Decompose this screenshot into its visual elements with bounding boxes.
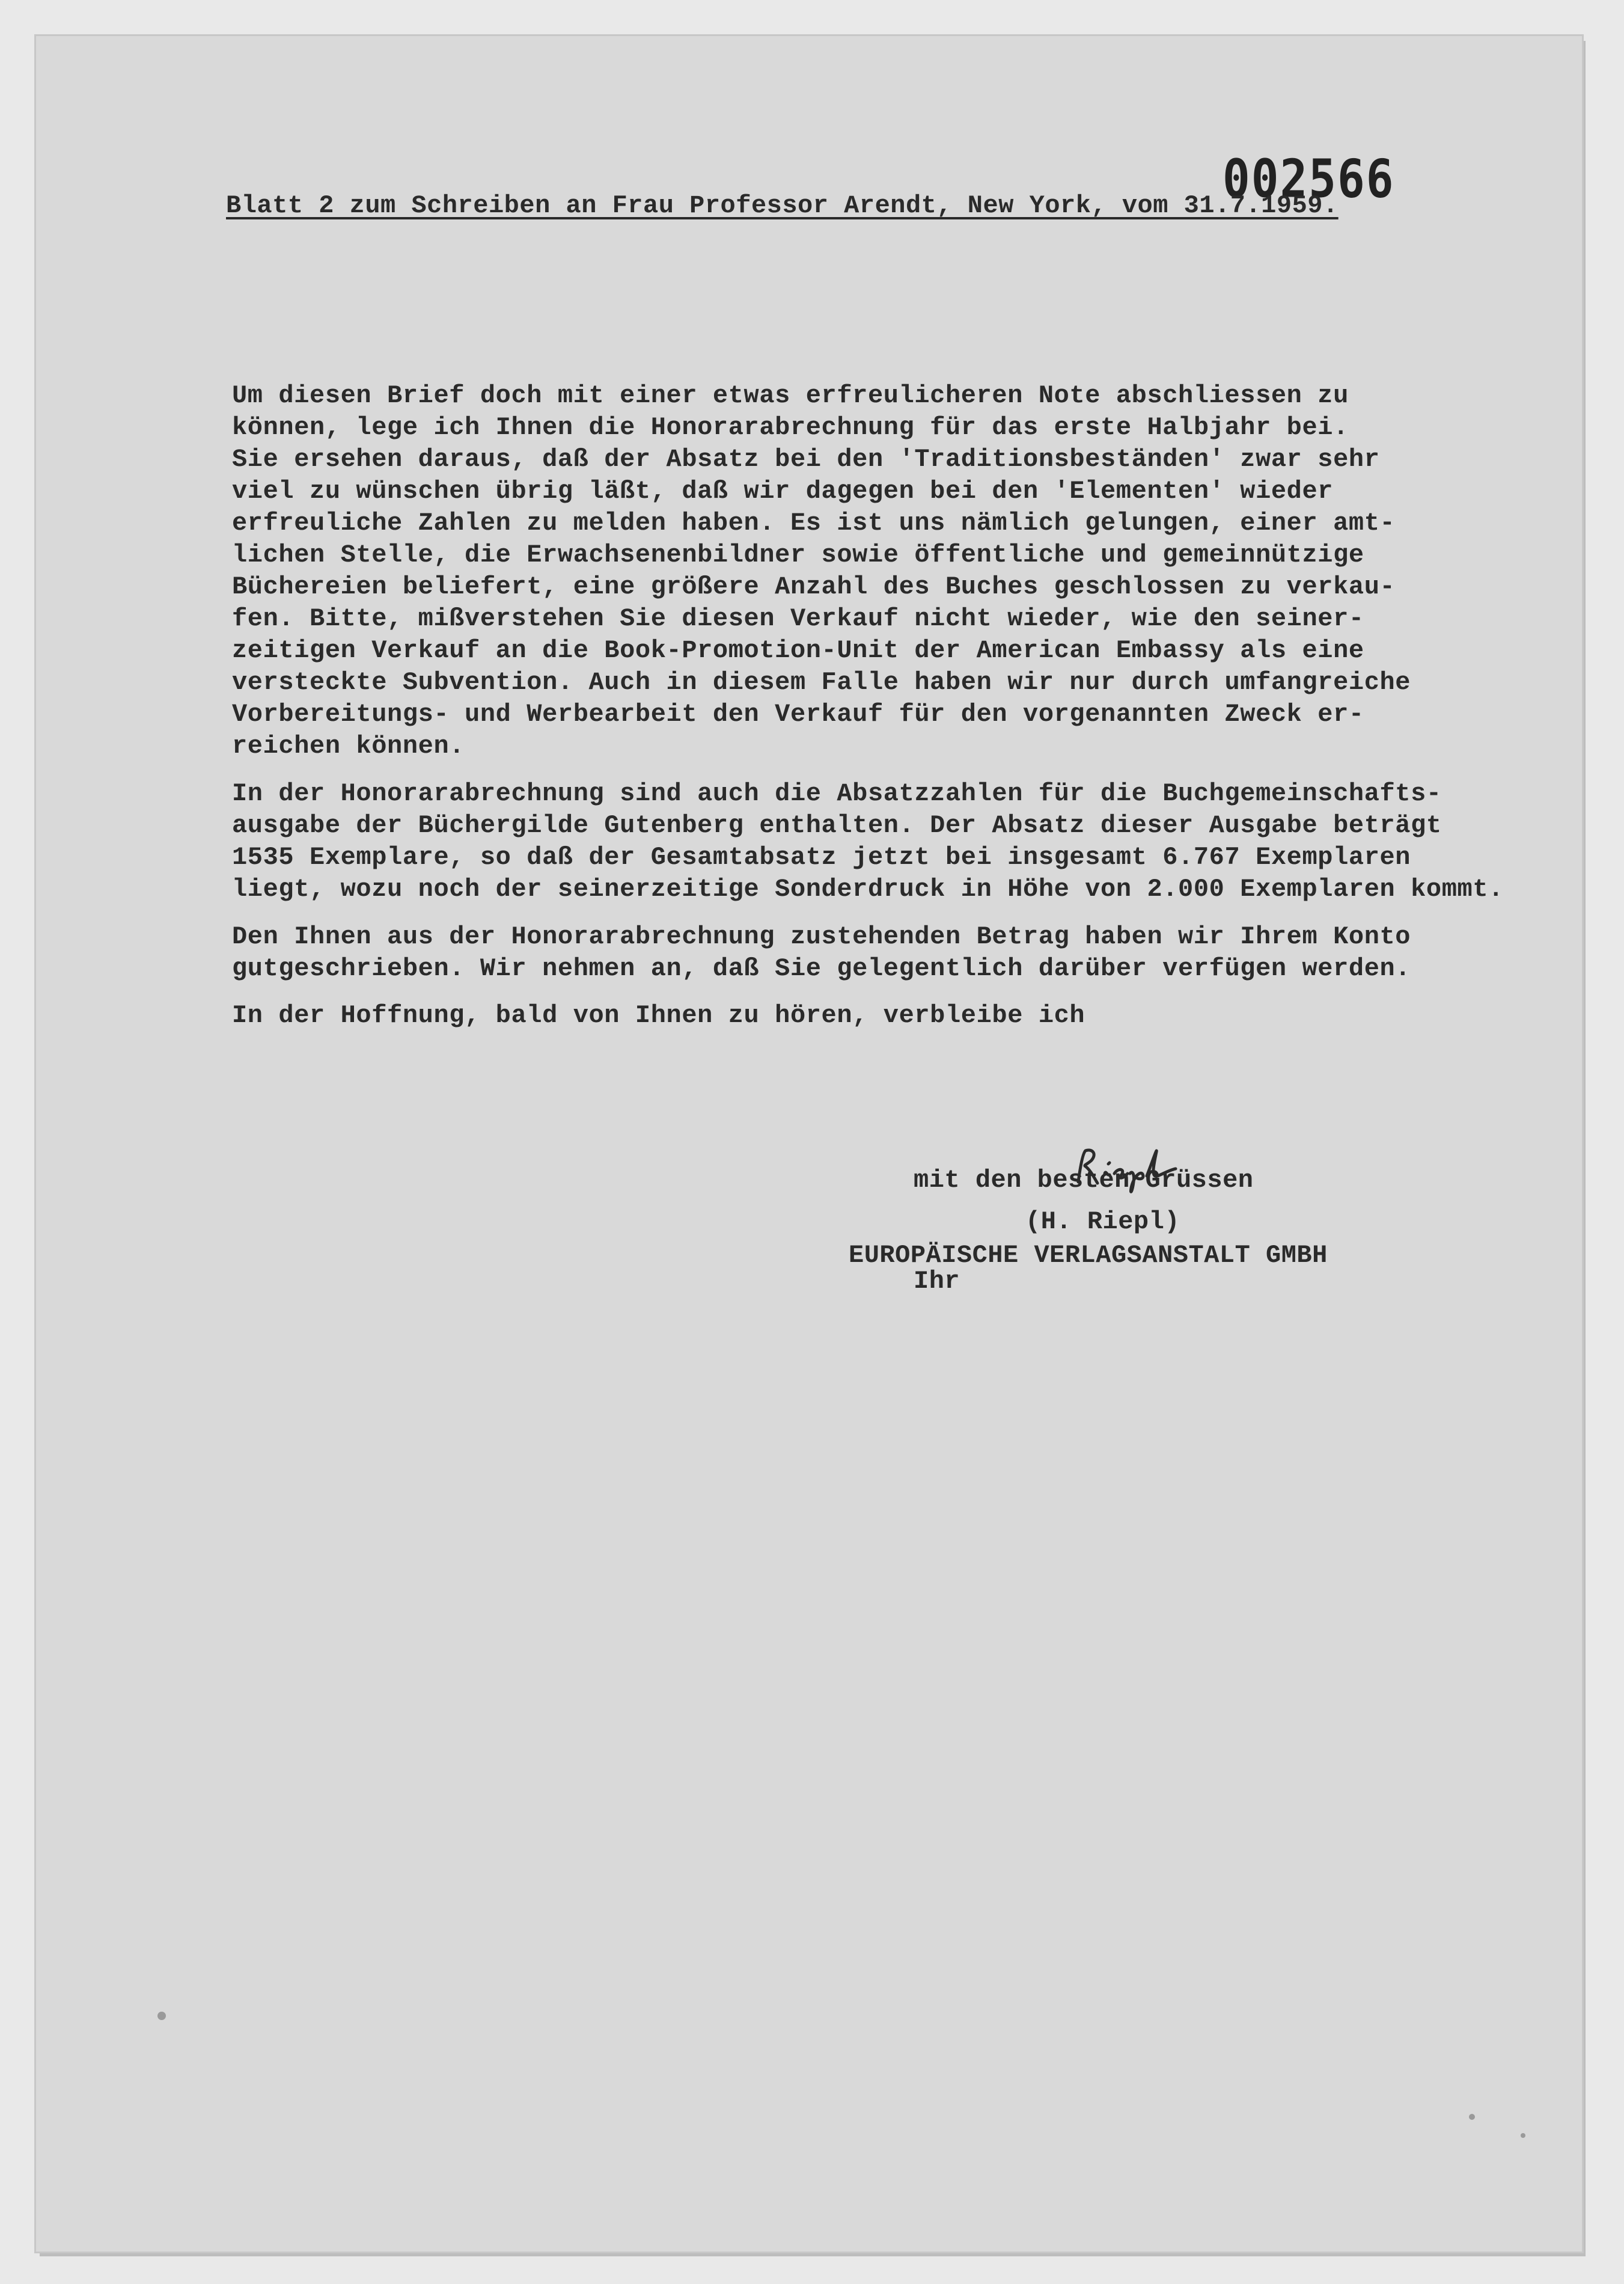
text-line: Den Ihnen aus der Honorarabrechnung zustehenden Betrag haben wir Ihrem Konto [232, 922, 1411, 951]
text-line: Um diesen Brief doch mit einer etwas erfreulicheren Note abschliessen zu [232, 381, 1349, 410]
text-line: Vorbereitungs- und Werbearbeit den Verkauf für den vorgenannten Zweck er- [232, 700, 1364, 729]
text-line: In der Hoffnung, bald von Ihnen zu hören, verbleibe ich [232, 1001, 1085, 1030]
signer-name: (H. Riepl) [1025, 1207, 1180, 1236]
scanned-sheet [36, 36, 1582, 2252]
text-line: versteckte Subvention. Auch in diesem Falle haben wir nur durch umfangreiche [232, 668, 1411, 697]
company-name: EUROPÄISCHE VERLAGSANSTALT GMBH [849, 1241, 1328, 1270]
text-line: liegt, wozu noch der seinerzeitige Sonderdruck in Höhe von 2.000 Exemplaren kommt. [232, 875, 1504, 904]
paragraph-3 [232, 921, 1411, 985]
scan-speck [1521, 2133, 1525, 2138]
text-line: gutgeschrieben. Wir nehmen an, daß Sie gelegentlich darüber verfügen werden. [232, 954, 1411, 983]
scan-speck [157, 2012, 166, 2020]
archive-number: 002566 [1223, 148, 1395, 210]
text-line: In der Honorarabrechnung sind auch die Absatzzahlen für die Buchgemeinschafts- [232, 779, 1442, 808]
text-line: Büchereien beliefert, eine größere Anzahl des Buches geschlossen zu verkau- [232, 572, 1396, 601]
paragraph-2 [232, 778, 1504, 905]
letter-header: Blatt 2 zum Schreiben an Frau Professor Arendt, New York, vom 31.7.1959. [226, 191, 1339, 220]
text-line: 1535 Exemplare, so daß der Gesamtabsatz jetzt bei insgesamt 6.767 Exemplaren [232, 843, 1411, 872]
paragraph-1 [232, 380, 1411, 762]
handwritten-signature [1067, 1140, 1206, 1200]
text-line: viel zu wünschen übrig läßt, daß wir dagegen bei den 'Elementen' wieder [232, 477, 1334, 506]
text-line: zeitigen Verkauf an die Book-Promotion-Unit der American Embassy als eine [232, 636, 1364, 665]
paragraph-4 [232, 1000, 1085, 1032]
text-line: fen. Bitte, mißverstehen Sie diesen Verkauf nicht wieder, wie den seiner- [232, 604, 1364, 633]
closing-ihr: Ihr [914, 1267, 960, 1296]
text-line: Sie ersehen daraus, daß der Absatz bei den 'Traditionsbeständen' zwar sehr [232, 445, 1380, 474]
text-line: reichen können. [232, 732, 465, 761]
text-line: lichen Stelle, die Erwachsenenbildner sowie öffentliche und gemeinnützige [232, 540, 1364, 569]
scan-speck [1469, 2114, 1475, 2120]
text-line: erfreuliche Zahlen zu melden haben. Es ist uns nämlich gelungen, einer amt- [232, 509, 1396, 537]
text-line: ausgabe der Büchergilde Gutenberg enthalten. Der Absatz dieser Ausgabe beträgt [232, 811, 1442, 840]
text-line: können, lege ich Ihnen die Honorarabrechnung für das erste Halbjahr bei. [232, 413, 1349, 442]
closing-greeting: mit den besten Grüssen [914, 1166, 1254, 1195]
